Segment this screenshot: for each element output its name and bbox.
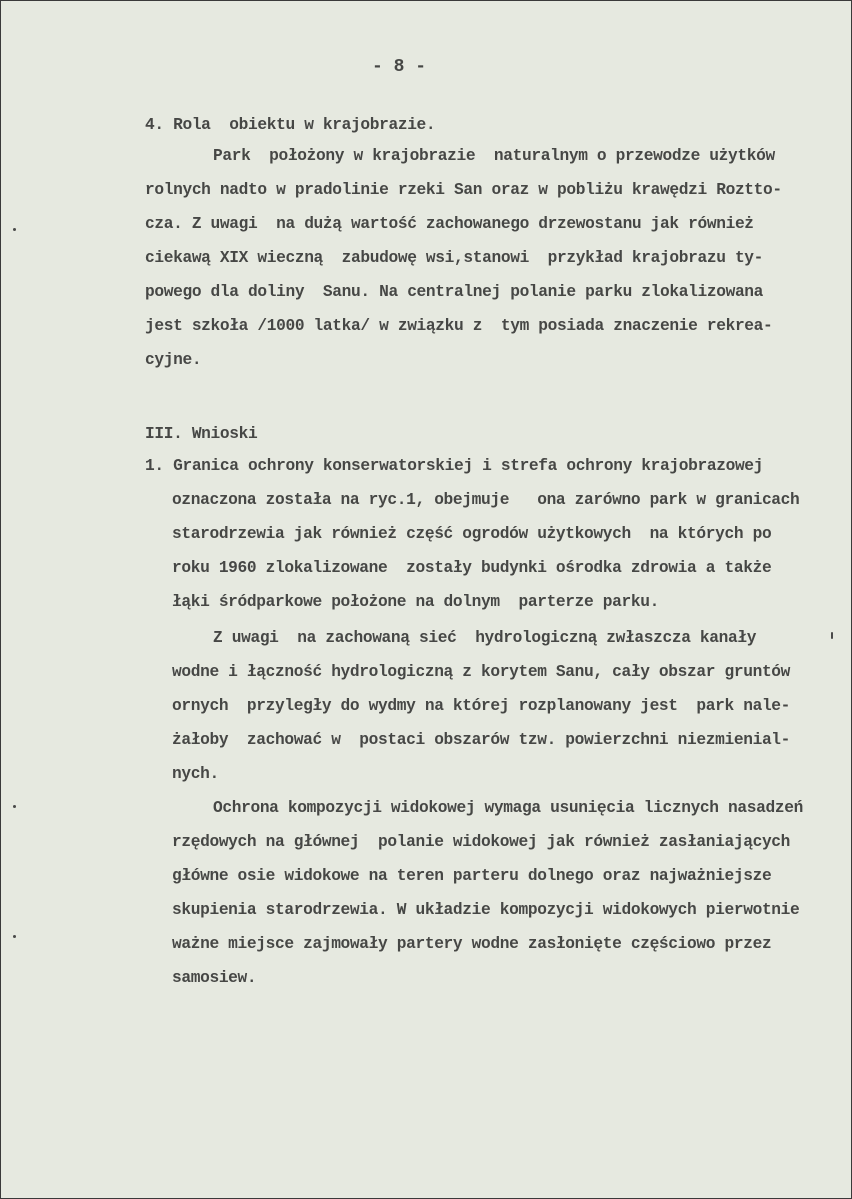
section-heading: III. Wnioski [145, 425, 258, 443]
section-heading: 4. Rola obiektu w krajobrazie. [145, 116, 436, 134]
top-scan-border [0, 0, 852, 1]
text-line: wodne i łączność hydrologiczną z korytem Sanu, cały obszar gruntów [172, 663, 791, 681]
left-scan-border [0, 0, 1, 1199]
text-line: cyjne. [145, 351, 202, 369]
text-line: rolnych nadto w pradolinie rzeki San oraz w pobliżu krawędzi Roztto- [145, 181, 782, 199]
margin-speck [13, 228, 16, 231]
text-line: nych. [172, 765, 219, 783]
text-line: cza. Z uwagi na dużą wartość zachowanego drzewostanu jak również [145, 215, 754, 233]
margin-speck [13, 805, 16, 808]
page-number: - 8 - [372, 57, 427, 77]
text-line: żałoby zachować w postaci obszarów tzw. powierzchni niezmienial- [172, 731, 791, 749]
text-line: jest szkoła /1000 latka/ w związku z tym posiada znaczenie rekrea- [145, 317, 773, 335]
margin-speck [13, 935, 16, 938]
text-line: główne osie widokowe na teren parteru dolnego oraz najważniejsze [172, 867, 772, 885]
text-line: ornych przyległy do wydmy na której rozplanowany jest park nale- [172, 697, 791, 715]
text-line: ciekawą XIX wieczną zabudowę wsi,stanowi przykład krajobrazu ty- [145, 249, 764, 267]
text-line: roku 1960 zlokalizowane zostały budynki ośrodka zdrowia a także [172, 559, 772, 577]
text-line: łąki śródparkowe położone na dolnym parterze parku. [172, 593, 659, 611]
text-line: Ochrona kompozycji widokowej wymaga usunięcia licznych nasadzeń [213, 799, 803, 817]
text-line: Park położony w krajobrazie naturalnym o przewodze użytków [213, 147, 775, 165]
text-line: starodrzewia jak również część ogrodów użytkowych na których po [172, 525, 772, 543]
text-line: powego dla doliny Sanu. Na centralnej polanie parku zlokalizowana [145, 283, 764, 301]
text-line: samosiew. [172, 969, 257, 987]
text-line: rzędowych na głównej polanie widokowej jak również zasłaniających [172, 833, 791, 851]
text-line: ważne miejsce zajmowały partery wodne zasłonięte częściowo przez [172, 935, 772, 953]
margin-tick [831, 632, 833, 639]
text-line: Z uwagi na zachowaną sieć hydrologiczną zwłaszcza kanały [213, 629, 757, 647]
text-line: 1. Granica ochrony konserwatorskiej i strefa ochrony krajobrazowej [145, 457, 764, 475]
text-line: skupienia starodrzewia. W układzie kompozycji widokowych pierwotnie [172, 901, 800, 919]
text-line: oznaczona została na ryc.1, obejmuje ona zarówno park w granicach [172, 491, 800, 509]
